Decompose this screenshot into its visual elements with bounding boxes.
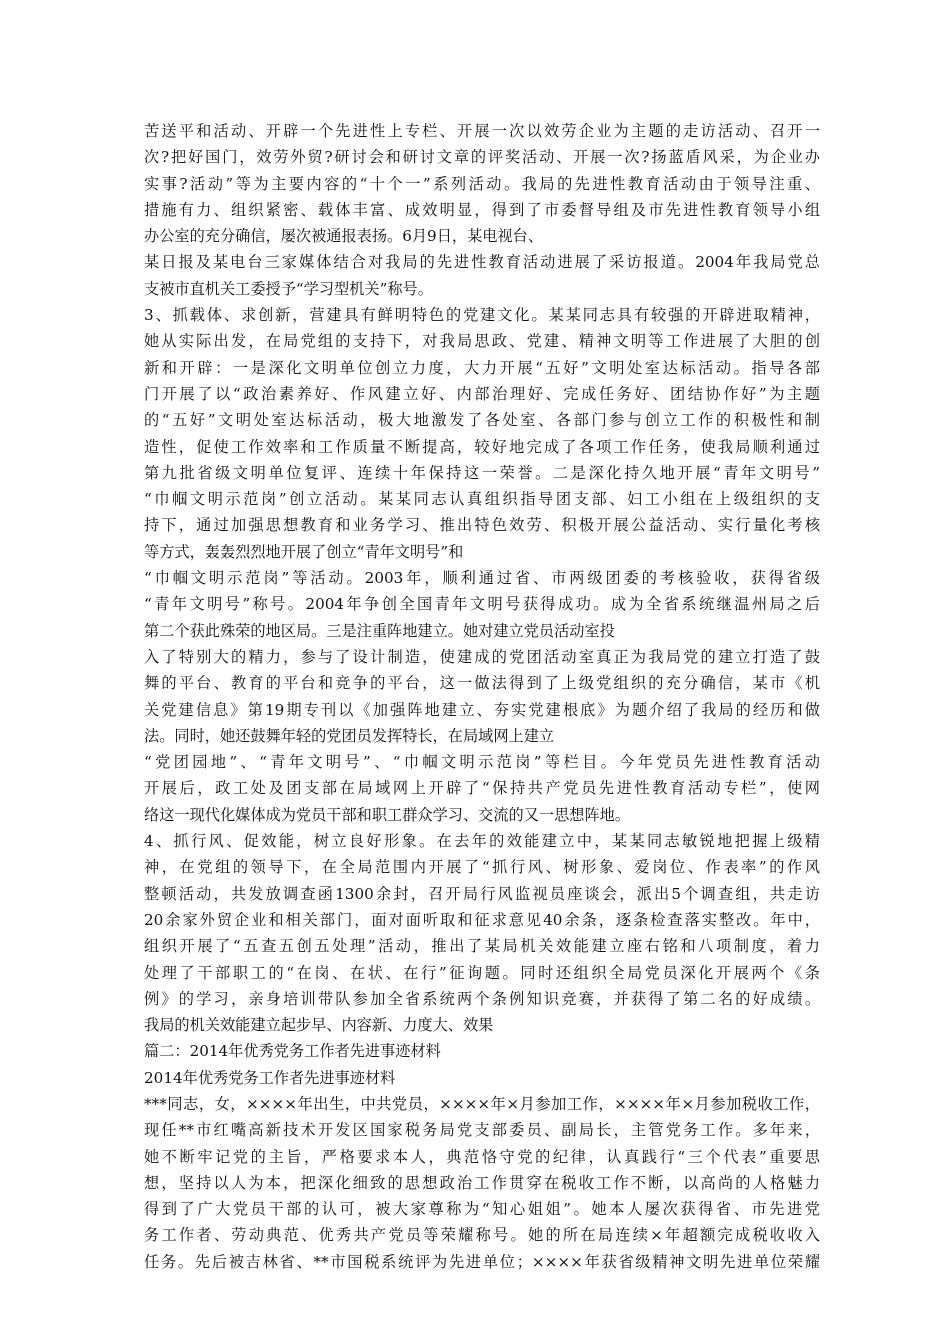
text-line: 入了特别大的精力，参与了设计制造，使建成的党团活动室真正为我局党的建立打造了鼓 — [144, 647, 820, 666]
text-line: 任务。先后被吉林省、**市国税系统评为先进单位；××××年获省级精神文明先进单位荣耀 — [144, 1252, 820, 1271]
text-line: 法。同时，她还鼓舞年轻的党团员发挥特长，在局域网上建立 — [144, 726, 555, 745]
text-line: 措施有力、组织紧密、载体丰富、成效明显，得到了市委督导组及市先进性教育领导小组 — [144, 200, 820, 219]
text-line: 的“五好”文明处室达标活动，极大地激发了各处室、各部门参与创立工作的积极性和制 — [144, 411, 820, 430]
text-line: 篇二：2014年优秀党务工作者先进事迹材料 — [144, 1042, 441, 1061]
text-line: ***同志，女，××××年出生，中共党员，××××年×月参加工作，××××年×月参加税收工作， — [144, 1094, 820, 1113]
text-line: 她不断牢记党的主旨，严格要求本人，典范恪守党的纪律，认真践行“三个代表”重要思 — [144, 1147, 820, 1166]
text-line: 办公室的充分确信，屡次被通报表扬。6月9日，某电视台、 — [144, 227, 544, 246]
text-line: 门开展了以“政治素养好、作风建立好、内部治理好、完成任务好、团结协作好”为主题 — [144, 384, 820, 403]
text-line: 等方式，轰轰烈烈地开展了创立“青年文明号”和 — [144, 542, 464, 561]
document-body — [144, 118, 820, 1275]
text-line: 关党建信息》第19期专刊以《加强阵地建立、夯实党建根底》为题介绍了我局的经历和做 — [144, 700, 820, 719]
text-line: 支被市直机关工委授予“学习型机关”称号。 — [144, 279, 433, 298]
text-line: 20余家外贸企业和相关部门，面对面听取和征求意见40余条，逐条检查落实整改。年中， — [144, 910, 820, 929]
text-line: 现任**市红嘴高新技术开发区国家税务局党支部委员、副局长，主管党务工作。多年来， — [144, 1121, 820, 1140]
text-line: 我局的机关效能建立起步早、内容新、力度大、效果 — [144, 1016, 494, 1035]
text-line: 整顿活动，共发放调查函1300余封，召开局行风监视员座谈会，派出5个调查组，共走访 — [144, 884, 820, 903]
text-line: 组织开展了“五查五创五处理”活动，推出了某局机关效能建立座右铭和八项制度，着力 — [144, 937, 820, 956]
text-line: “巾帼文明示范岗”创立活动。某某同志认真组织指导团支部、妇工小组在上级组织的支 — [144, 490, 820, 509]
text-line: 3、抓载体、求创新，营建具有鲜明特色的党建文化。某某同志具有较强的开辟进取精神， — [144, 306, 820, 325]
text-line: 舞的平台、教育的平台和竞争的平台，这一做法得到了上级党组织的充分确信，某市《机 — [144, 674, 820, 693]
text-line: 络这一现代化媒体成为党员干部和职工群众学习、交流的又一思想阵地。 — [144, 805, 630, 824]
text-line: 2014年优秀党务工作者先进事迹材料 — [144, 1068, 396, 1087]
text-line: 想，坚持以人为本，把深化细致的思想政治工作贯穿在税收工作不断，以高尚的人格魅力 — [144, 1173, 820, 1192]
text-line: 得到了广大党员干部的认可，被大家尊称为“知心姐姐”。她本人屡次获得省、市先进党 — [144, 1200, 820, 1219]
text-line: 她从实际出发，在局党组的支持下，对我局思政、党建、精神文明等工作进展了大胆的创 — [144, 332, 820, 351]
text-line: 务工作者、劳动典范、优秀共产党员等荣耀称号。她的所在局连续×年超额完成税收收入 — [144, 1226, 820, 1245]
text-line: 4、抓行风、促效能，树立良好形象。在去年的效能建立中，某某同志敏锐地把握上级精 — [144, 832, 820, 851]
text-line: 某日报及某电台三家媒体结合对我局的先进性教育活动进展了采访报道。2004年我局党总 — [144, 253, 820, 272]
text-line: 新和开辟：一是深化文明单位创立力度，大力开展“五好”文明处室达标活动。指导各部 — [144, 358, 820, 377]
text-line: 处理了干部职工的“在岗、在状、在行”征询题。同时还组织全局党员深化开展两个《条 — [144, 963, 820, 982]
text-line: “巾帼文明示范岗”等活动。2003年，顺利通过省、市两级团委的考核验收，获得省级 — [144, 569, 820, 588]
text-line: 第九批省级文明单位复评、连续十年保持这一荣誉。二是深化持久地开展“青年文明号” — [144, 463, 820, 482]
text-line: 持下，通过加强思想教育和业务学习、推出特色效劳、积极开展公益活动、实行量化考核 — [144, 516, 820, 535]
text-line: 造性，促使工作效率和工作质量不断提高，较好地完成了各项工作任务，使我局顺利通过 — [144, 437, 820, 456]
text-line: 实事?活动”等为主要内容的“十个一”系列活动。我局的先进性教育活动由于领导注重、 — [144, 174, 820, 193]
text-line: 苦送平和活动、开辟一个先进性上专栏、开展一次以效劳企业为主题的走访活动、召开一 — [144, 122, 820, 140]
text-line: “青年文明号”称号。2004年争创全国青年文明号获得成功。成为全省系统继温州局之后 — [144, 595, 820, 614]
text-line: 开展后，政工处及团支部在局域网上开辟了“保持共产党员先进性教育活动专栏”，使网 — [144, 779, 820, 798]
text-line: “党团园地”、“青年文明号”、“巾帼文明示范岗”等栏目。今年党员先进性教育活动 — [144, 753, 820, 772]
text-line: 第二个获此殊荣的地区局。三是注重阵地建立。她对建立党员活动室投 — [144, 621, 615, 640]
text-line: 神，在党组的领导下，在全局范围内开展了“抓行风、树形象、爱岗位、作表率”的作风 — [144, 858, 820, 877]
text-line: 次?把好国门，效劳外贸?研讨会和研讨文章的评奖活动、开展一次?扬蓝盾风采，为企业办 — [144, 148, 820, 167]
text-line: 例》的学习，亲身培训带队参加全省系统两个条例知识竞赛，并获得了第二名的好成绩。 — [144, 989, 820, 1008]
